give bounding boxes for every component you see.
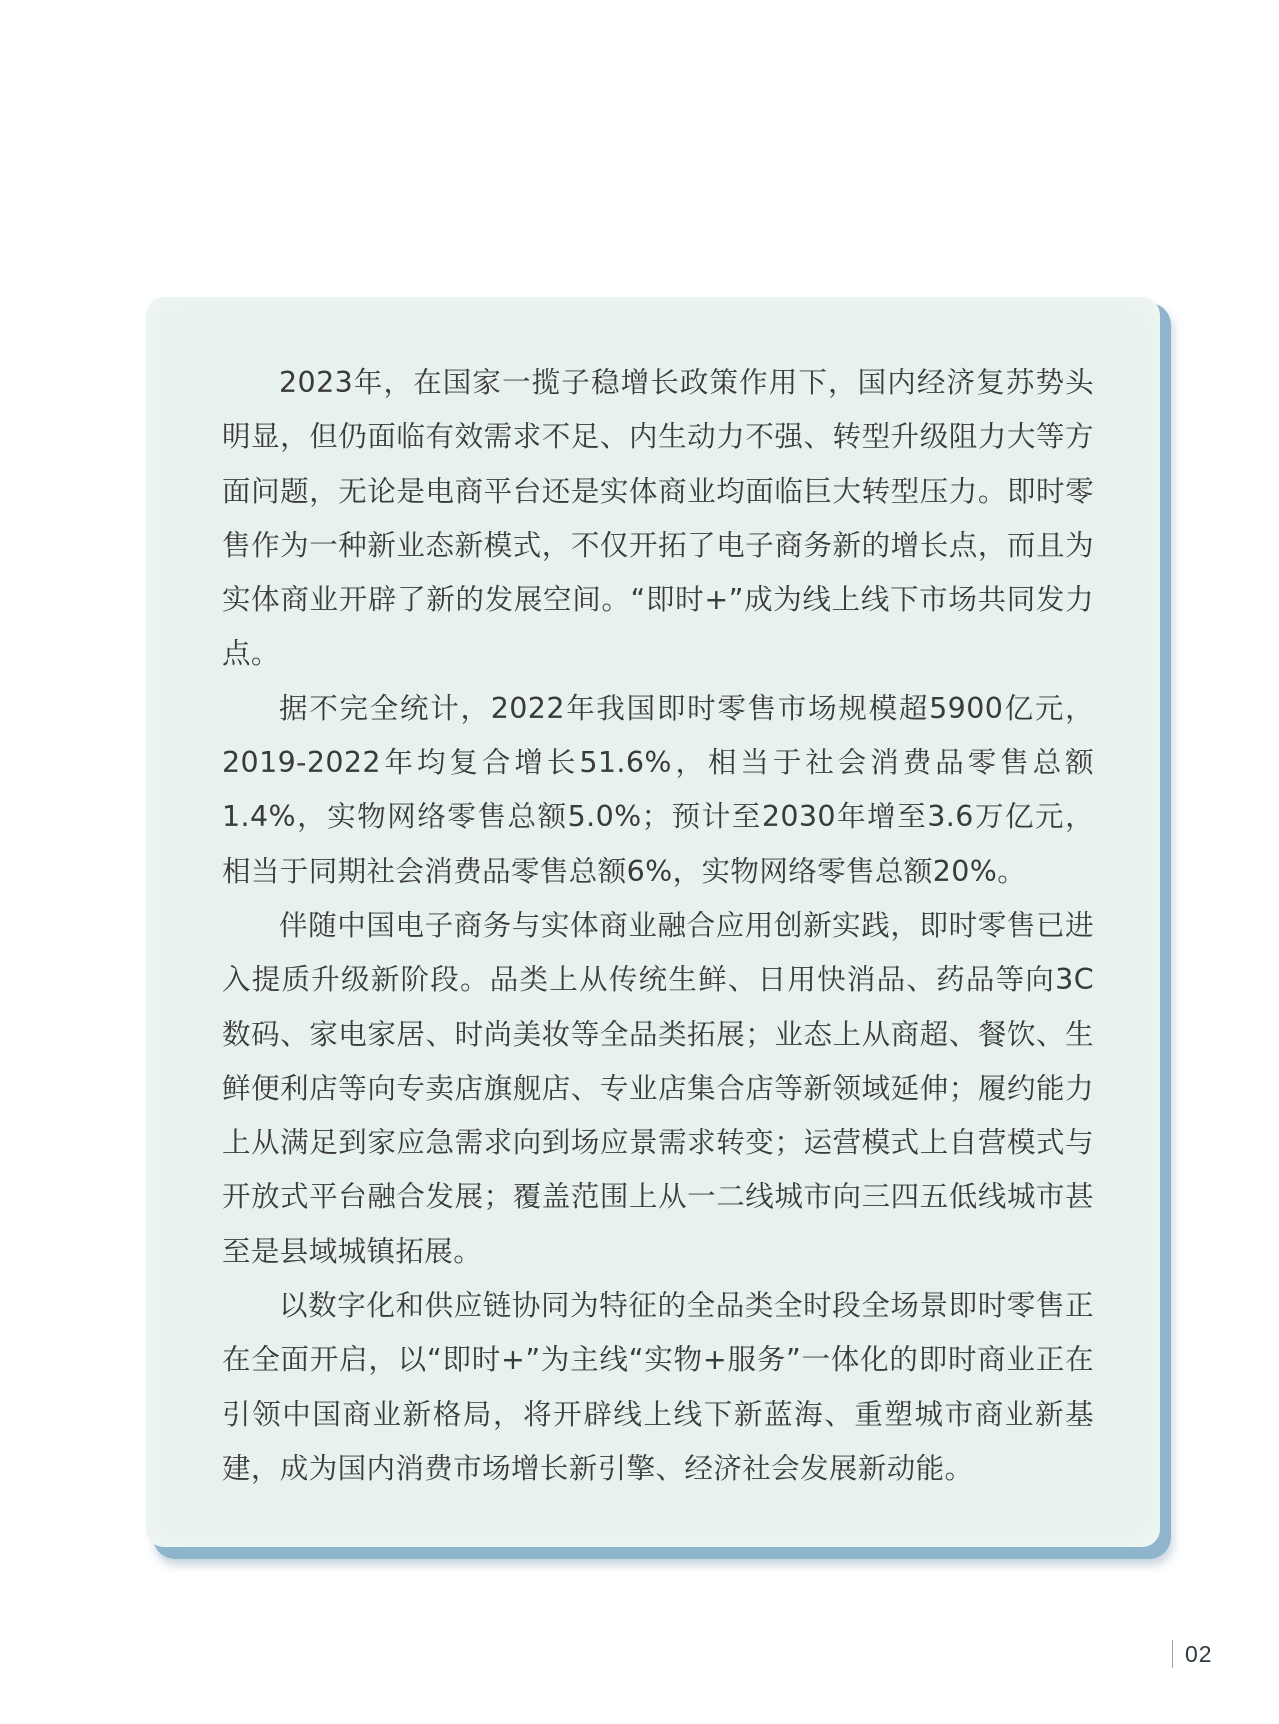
page-number: 02 <box>1172 1640 1213 1668</box>
paragraph-conclusion: 以数字化和供应链协同为特征的全品类全时段全场景即时零售正在全面开启，以“即时+”为主线“实物+服务”一体化的即时商业正在引领中国商业新格局，将开辟线上线下新蓝海、重塑城市商业新基建，成为国内消费市场增长新引擎、经济社会发展新动能。 <box>222 1289 1094 1485</box>
body-text <box>222 356 1094 1496</box>
paragraph-statistics: 据不完全统计，2022年我国即时零售市场规模超5900亿元，2019-2022年均复合增长51.6%，相当于社会消费品零售总额1.4%，实物网络零售总额5.0%；预计至2030年增至3.6万亿元，相当于同期社会消费品零售总额6%，实物网络零售总额20%。 <box>222 691 1094 888</box>
paragraph-intro: 2023年，在国家一揽子稳增长政策作用下，国内经济复苏势头明显，但仍面临有效需求不足、内生动力不强、转型升级阻力大等方面问题，无论是电商平台还是实体商业均面临巨大转型压力。即时零售作为一种新业态新模式，不仅开拓了电子商务新的增长点，而且为实体商业开辟了新的发展空间。“即时+”成为线上线下市场共同发力点。 <box>222 366 1094 671</box>
paragraph-upgrade: 伴随中国电子商务与实体商业融合应用创新实践，即时零售已进入提质升级新阶段。品类上从传统生鲜、日用快消品、药品等向3C数码、家电家居、时尚美妆等全品类拓展；业态上从商超、餐饮、生鲜便利店等向专卖店旗舰店、专业店集合店等新领域延伸；履约能力上从满足到家应急需求向到场应景需求转变；运营模式上自营模式与开放式平台融合发展；覆盖范围上从一二线城市向三四五低线城市甚至是县域城镇拓展。 <box>222 908 1094 1268</box>
